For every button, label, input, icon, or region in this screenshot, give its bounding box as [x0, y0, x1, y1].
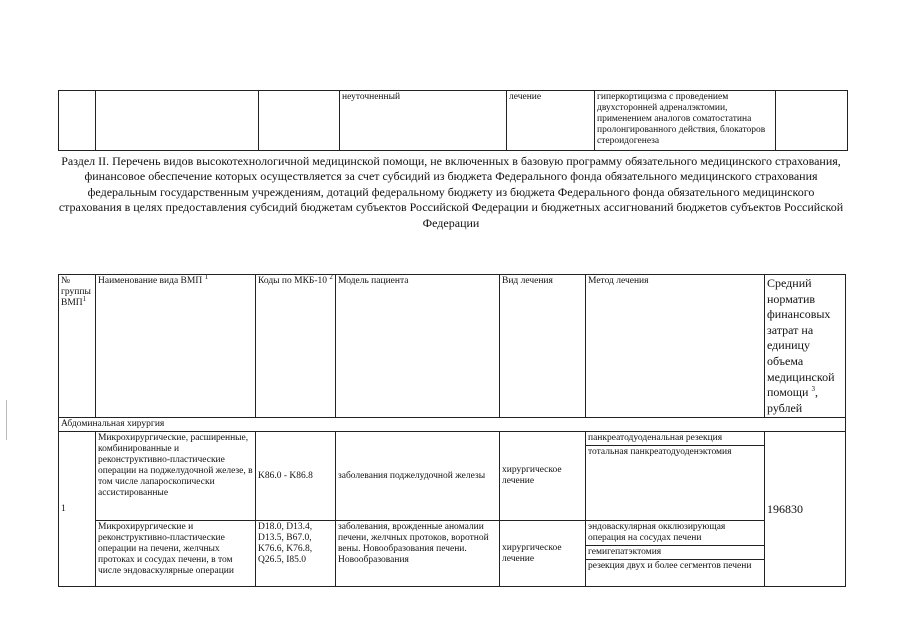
method-cell [586, 432, 765, 521]
vmp-name-cell: Микрохирургические и реконструктивно-пластические операции на печени, желчных протоках и сосудах печени, в том числе эндоваскулярные операции [96, 521, 256, 587]
patient-model-cell: заболевания, врожденные аномалии печени, желчных протоков, воротной вены. Новообразования печени. Новообразования [336, 521, 500, 587]
header-group-no: № группы ВМП$^1$ [59, 275, 96, 418]
header-treatment-type: Вид лечения [500, 275, 586, 418]
method-item: тотальная панкреатодуоденэктомия [588, 447, 732, 458]
header-icd-codes: Коды по МКБ-10 $^2$ [256, 275, 336, 418]
method-item: гемигепатэктомия [586, 546, 764, 560]
cost-value: 196830 [765, 432, 846, 587]
table-header-row [59, 275, 846, 418]
treatment-type-cell: лечение [507, 91, 595, 151]
icd-codes-cell: K86.0 - K86.8 [256, 432, 336, 521]
group-number-cell [59, 91, 96, 151]
scan-edge-mark [6, 400, 7, 440]
table-row [59, 91, 848, 151]
method-item: эндоваскулярная окклюзирующая операция на сосудах печени [586, 521, 764, 546]
header-cost: Средний норматив финансовых затрат на единицу объема медицинской помощи $^3$, рублей [765, 275, 846, 418]
header-patient-model: Модель пациента [336, 275, 500, 418]
cost-cell [776, 91, 848, 151]
method-cell: гиперкортицизма с проведением двухсторонней адреналэктомии, применением аналогов соматостатина пролонгированного действия, блокаторов стероидогенеза [595, 91, 776, 151]
vmp-table [58, 274, 846, 587]
section-heading: Раздел II. Перечень видов высокотехнологичной медицинской помощи, не включенных в базовую программу обязательного медицинского страхования, финансовое обеспечение которых осуществляется за счет субсидий из бюджета Федерального фонда обязательного медицинского страхования федеральным государственным учреждениям, дотаций федеральному бюджету из бюджета Федерального фонда обязательного медицинского страхования в целях предоставления субсидий бюджетам субъектов Российской Федерации и бюджетных ассигнований бюджетов субъектов Российской Федерации [58, 154, 844, 230]
table-row [59, 432, 846, 521]
patient-model-cell: неуточненный [340, 91, 507, 151]
group-number: 1 [59, 432, 96, 587]
method-cell [586, 521, 765, 587]
treatment-type-cell: хирургическое лечение [500, 432, 586, 521]
header-method: Метод лечения [586, 275, 765, 418]
method-item: панкреатодуоденальная резекция [586, 432, 764, 446]
header-vmp-name: Наименование вида ВМП $^1$ [96, 275, 256, 418]
category-label: Абдоминальная хирургия [59, 418, 846, 432]
vmp-name-cell [96, 91, 259, 151]
table-row [59, 521, 846, 587]
previous-table-continuation [58, 90, 848, 151]
treatment-type-cell: хирургическое лечение [500, 521, 586, 587]
patient-model-cell: заболевания поджелудочной железы [336, 432, 500, 521]
icd-codes-cell: D18.0, D13.4, D13.5, B67.0, K76.6, K76.8, Q26.5, I85.0 [256, 521, 336, 587]
icd-codes-cell [259, 91, 340, 151]
category-row [59, 418, 846, 432]
vmp-name-cell: Микрохирургические, расширенные, комбинированные и реконструктивно-пластические операции на поджелудочной железе, в том числе лапароскопически ассистированные [96, 432, 256, 521]
method-item: резекция двух и более сегментов печени [588, 561, 752, 572]
